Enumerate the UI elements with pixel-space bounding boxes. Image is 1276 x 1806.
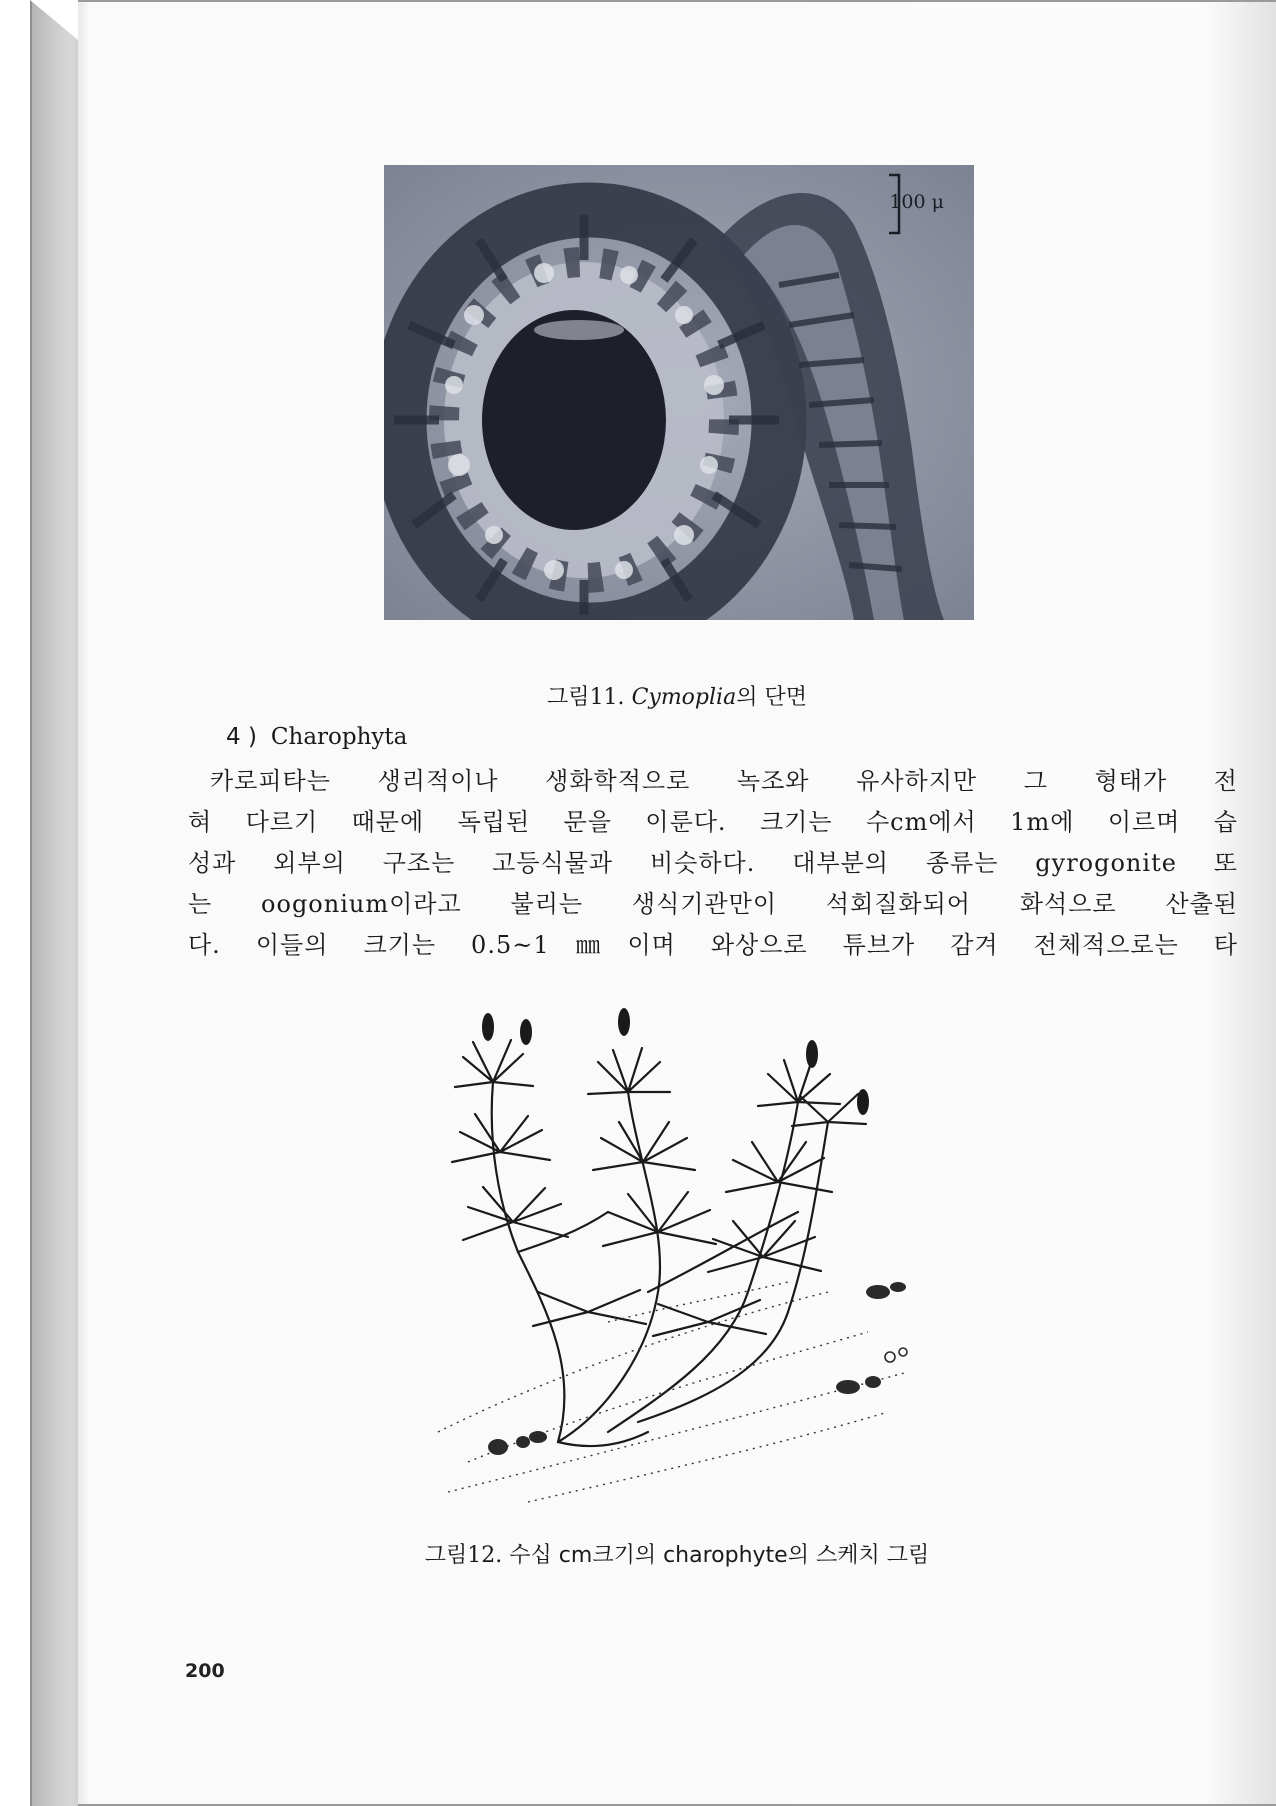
paragraph-line: 혀 다르기 때문에 독립된 문을 이룬다. 크기는 수cm에서 1m에 이르며 습 bbox=[188, 808, 1238, 836]
book-page bbox=[78, 0, 1276, 1806]
charophyte-drawing bbox=[408, 992, 948, 1512]
book-spine-corner bbox=[30, 0, 78, 40]
body-paragraph bbox=[188, 761, 1238, 966]
scale-bar-label: 100 μ bbox=[889, 191, 944, 213]
page-number: 200 bbox=[185, 1660, 225, 1682]
caption-suffix: 의 단면 bbox=[736, 685, 807, 710]
caption-prefix: 그림 bbox=[424, 1543, 468, 1568]
caption-text: 수십 cm크기의 charophyte의 스케치 그림 bbox=[509, 1543, 930, 1568]
caption-number: 12. bbox=[467, 1543, 503, 1568]
paragraph-line: 다. 이들의 크기는 0.5~1㎜이며 와상으로 튜브가 감겨 전체적으로는 타 bbox=[188, 931, 1238, 959]
paragraph-line: 성과 외부의 구조는 고등식물과 비슷하다. 대부분의 종류는 gyrogonite 또 bbox=[188, 849, 1238, 877]
figure-11-caption bbox=[78, 680, 1276, 711]
paragraph-line: 는 oogonium이라고 불리는 생식기관만이 석회질화되어 화석으로 산출된 bbox=[188, 890, 1238, 918]
section-heading bbox=[226, 724, 407, 750]
figure-11-micrograph bbox=[384, 165, 974, 620]
caption-prefix: 그림 bbox=[547, 685, 590, 710]
caption-number: 11. bbox=[589, 685, 625, 710]
paragraph-line: 카로피타는 생리적이나 생화학적으로 녹조와 유사하지만 그 형태가 전 bbox=[210, 767, 1238, 795]
figure-12-caption bbox=[78, 1538, 1276, 1569]
section-number: 4 ) bbox=[226, 724, 257, 750]
micrograph-image bbox=[384, 165, 974, 620]
figure-12-sketch bbox=[408, 992, 948, 1512]
book-spine bbox=[30, 0, 80, 1806]
section-title: Charophyta bbox=[270, 724, 408, 750]
caption-genus: Cymoplia bbox=[631, 685, 737, 710]
